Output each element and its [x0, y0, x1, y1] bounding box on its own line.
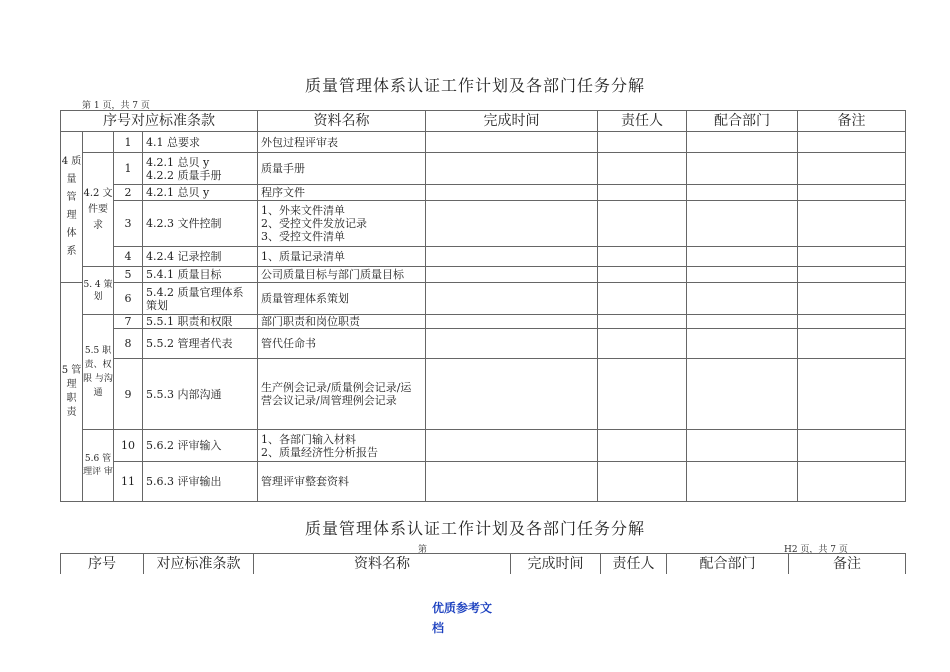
row-no: 2 — [114, 185, 143, 201]
group-4: 4 质 量 管 理 体 系 — [61, 132, 83, 283]
header-remark: 备注 — [798, 111, 906, 132]
row-material: 程序文件 — [258, 185, 426, 201]
row-no: 7 — [114, 315, 143, 329]
table-row — [61, 153, 906, 185]
row-material: 管理评审整套资料 — [258, 462, 426, 502]
header2-time: 完成时间 — [511, 554, 601, 575]
row-material: 质量管理体系策划 — [258, 283, 426, 315]
header-dept: 配合部门 — [687, 111, 798, 132]
group-5-5: 5.5 职 责、权限 与沟 通 — [83, 315, 114, 430]
row-clause: 5.5.3 内部沟通 — [143, 359, 258, 430]
task-table — [60, 110, 906, 502]
group-5: 5 管 理 职 责 — [61, 283, 83, 502]
table-row — [61, 201, 906, 247]
row-material: 管代任命书 — [258, 329, 426, 359]
group-5-6: 5.6 管 理评 审 — [83, 430, 114, 502]
row-no: 1 — [114, 153, 143, 185]
header2-seq: 序号 — [61, 554, 144, 575]
row-no: 11 — [114, 462, 143, 502]
row-clause: 4.2.1 总贝 y — [143, 185, 258, 201]
row-clause: 4.2.3 文件控制 — [143, 201, 258, 247]
header-seq-clause: 序号对应标准条款 — [61, 111, 258, 132]
table-row — [61, 267, 906, 283]
header2-remark: 备注 — [789, 554, 906, 575]
row-clause: 5.6.2 评审输入 — [143, 430, 258, 462]
page2-prefix: 第 — [418, 545, 428, 555]
footer-line-1: 优质参考文 — [432, 601, 493, 615]
table-row — [61, 462, 906, 502]
header-material: 资料名称 — [258, 111, 426, 132]
row-material: 外包过程评审表 — [258, 132, 426, 153]
row-clause: 5.4.1 质量目标 — [143, 267, 258, 283]
row-no: 6 — [114, 283, 143, 315]
row-material: 公司质量目标与部门质量目标 — [258, 267, 426, 283]
row-material: 生产例会记录/质量例会记录/运营会议记录/周管理例会记录 — [258, 359, 426, 430]
row-material: 1、外来文件清单 2、受控文件发放记录 3、受控文件清单 — [258, 201, 426, 247]
header2-owner: 责任人 — [601, 554, 667, 575]
header2-dept: 配合部门 — [667, 554, 789, 575]
document-title: 质量管理体系认证工作计划及各部门任务分解 — [304, 76, 645, 95]
row-clause: 5.6.3 评审输出 — [143, 462, 258, 502]
table-row — [61, 247, 906, 267]
table-header-row — [61, 111, 906, 132]
row-clause: 4.2.4 记录控制 — [143, 247, 258, 267]
row-material: 1、各部门输入材料 2、质量经济性分析报告 — [258, 430, 426, 462]
table-row — [61, 132, 906, 153]
task-table-2 — [60, 553, 906, 574]
group-5-4: 5. 4 策 划 — [83, 267, 114, 315]
footer-line-2: 档 — [432, 621, 445, 635]
row-clause: 4.2.1 总贝 y 4.2.2 质量手册 — [143, 153, 258, 185]
row-material: 质量手册 — [258, 153, 426, 185]
table-row — [61, 430, 906, 462]
header-time: 完成时间 — [426, 111, 598, 132]
table-header-row-2 — [61, 554, 906, 575]
row-material: 部门职责和岗位职责 — [258, 315, 426, 329]
group-4-2: 4.2 文 件要 求 — [83, 153, 114, 267]
page-info: 第 1 页，共 7 页 — [82, 101, 150, 111]
row-no: 4 — [114, 247, 143, 267]
row-clause: 5.5.2 管理者代表 — [143, 329, 258, 359]
table-row — [61, 359, 906, 430]
row-no: 5 — [114, 267, 143, 283]
row-no: 10 — [114, 430, 143, 462]
row-no: 8 — [114, 329, 143, 359]
table-row — [61, 315, 906, 329]
row-material: 1、质量记录清单 — [258, 247, 426, 267]
header2-material: 资料名称 — [254, 554, 511, 575]
row-no: 9 — [114, 359, 143, 430]
table-row — [61, 329, 906, 359]
header-owner: 责任人 — [598, 111, 687, 132]
document-title-2: 质量管理体系认证工作计划及各部门任务分解 — [304, 519, 645, 538]
table-row — [61, 185, 906, 201]
row-clause: 5.5.1 职责和权限 — [143, 315, 258, 329]
row-no: 3 — [114, 201, 143, 247]
page2-info: H2 页，共 7 页 — [784, 545, 848, 555]
header2-clause: 对应标准条款 — [144, 554, 254, 575]
table-row — [61, 283, 906, 315]
row-clause: 4.1 总要求 — [143, 132, 258, 153]
row-no: 1 — [114, 132, 143, 153]
footer-watermark — [432, 598, 492, 638]
row-clause: 5.4.2 质量官理体系策划 — [143, 283, 258, 315]
